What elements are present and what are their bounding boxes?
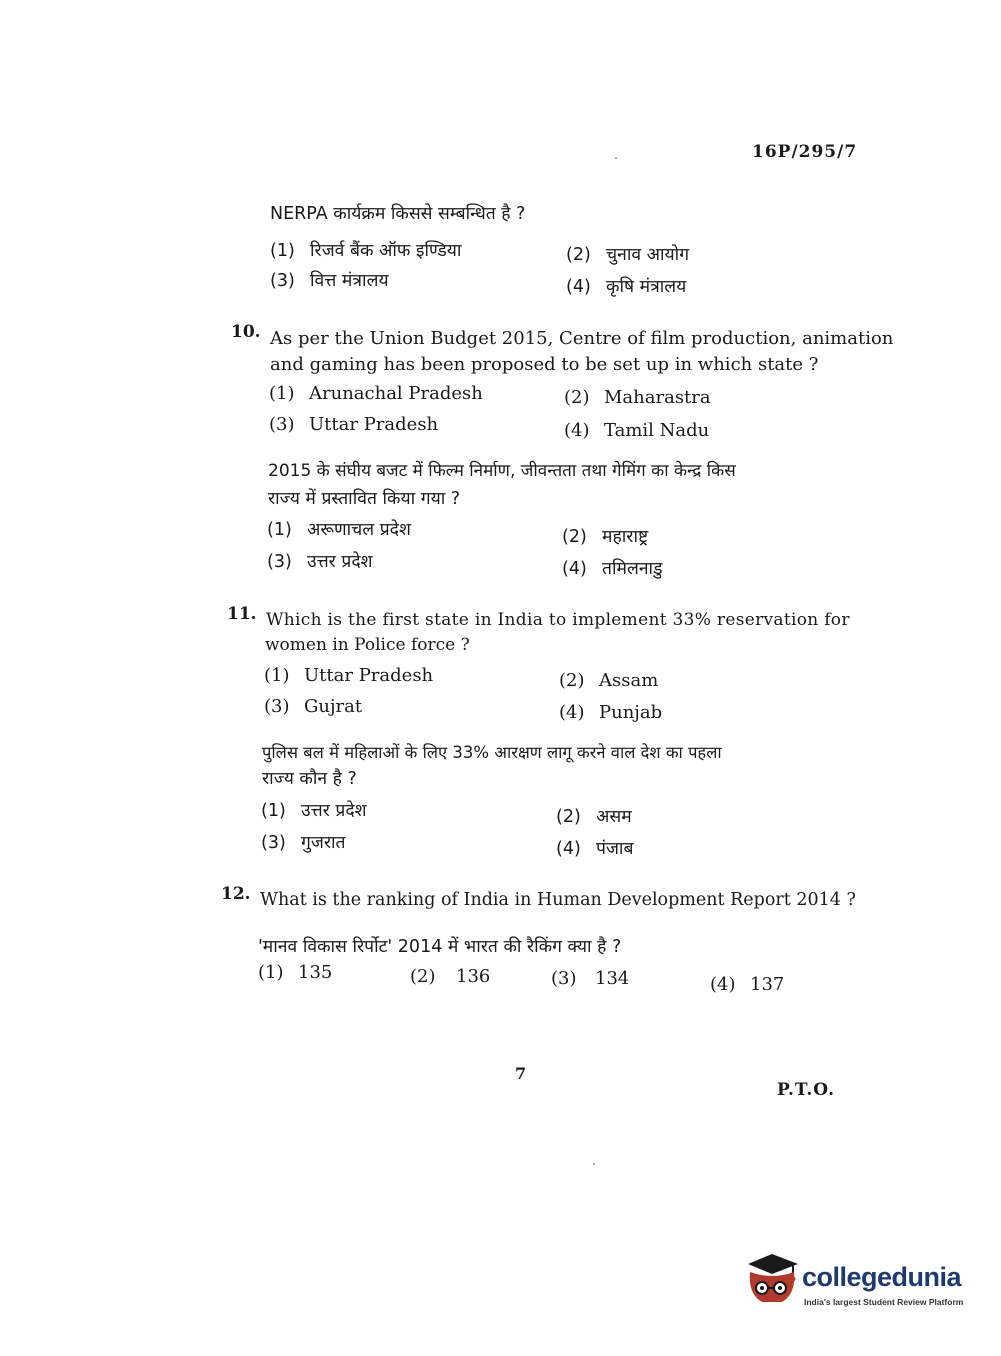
q11-text-line2: women in Police force ? xyxy=(265,635,470,655)
collegedunia-logo xyxy=(742,1250,972,1310)
q12-option-2: (2) 136 xyxy=(410,966,491,987)
q10-option-3: (3) Uttar Pradesh xyxy=(269,414,439,435)
q11-option-1-hi: (1) उत्तर प्रदेश xyxy=(261,801,367,821)
logo-tagline: India's largest Student Review Platform xyxy=(804,1297,964,1307)
q11-option-3: (3) Gujrat xyxy=(264,696,363,717)
q12-hindi-line1: 'मानव विकास रिर्पोट' 2014 में भारत की रैकिंग क्या है ? xyxy=(258,937,622,957)
q9-hindi-text: NERPA कार्यक्रम किससे सम्बन्धित है ? xyxy=(270,204,526,224)
q11-option-2: (2) Assam xyxy=(559,670,659,691)
scan-dot xyxy=(593,1163,595,1165)
q9-option-4-hi: (4) कृषि मंत्रालय xyxy=(566,277,687,297)
q11-hindi-line1: पुलिस बल में महिलाओं के लिए 33% आरक्षण लागू करने वाल देश का पहला xyxy=(262,743,722,762)
q9-option-3-hi: (3) वित्त मंत्रालय xyxy=(270,271,389,291)
q10-text-line2: and gaming has been proposed to be set up in which state ? xyxy=(270,354,819,375)
q9-option-2-hi: (2) चुनाव आयोग xyxy=(566,245,690,265)
q10-option-1: (1) Arunachal Pradesh xyxy=(269,383,483,404)
q12-number: 12. xyxy=(221,884,251,904)
q11-number: 11. xyxy=(227,604,257,624)
logo-wordmark: collegedunia xyxy=(802,1262,962,1292)
q12-option-1: (1) 135 xyxy=(258,962,333,983)
q11-option-4: (4) Punjab xyxy=(559,702,663,723)
q9-option-1-hi: (1) रिजर्व बैंक ऑफ इण्डिया xyxy=(270,241,462,261)
q11-text-line1: Which is the first state in India to implement 33% reservation for xyxy=(266,610,850,630)
q10-hindi-line1: 2015 के संघीय बजट में फिल्म निर्माण, जीवन्तता तथा गेमिंग का केन्द्र किस xyxy=(268,461,736,481)
page-number: 7 xyxy=(515,1064,527,1083)
q10-option-1-hi: (1) अरूणाचल प्रदेश xyxy=(267,520,411,540)
q11-option-2-hi: (2) असम xyxy=(556,807,632,827)
q11-option-4-hi: (4) पंजाब xyxy=(556,839,634,859)
q11-hindi-line2: राज्य कौन है ? xyxy=(262,769,357,789)
q10-option-4-hi: (4) तमिलनाडु xyxy=(562,559,663,579)
mascot-graduation-cap-icon xyxy=(742,1250,800,1310)
q10-option-4: (4) Tamil Nadu xyxy=(564,420,710,441)
q10-option-2-hi: (2) महाराष्ट्र xyxy=(562,527,649,547)
q11-option-3-hi: (3) गुजरात xyxy=(261,833,346,853)
scan-dot xyxy=(615,157,617,159)
q10-number: 10. xyxy=(231,322,261,342)
q10-option-3-hi: (3) उत्तर प्रदेश xyxy=(267,552,373,572)
q12-option-3: (3) 134 xyxy=(551,968,630,989)
q10-option-2: (2) Maharastra xyxy=(564,387,711,408)
q11-option-1: (1) Uttar Pradesh xyxy=(264,665,434,686)
q12-text-line1: What is the ranking of India in Human Development Report 2014 ? xyxy=(260,890,856,910)
q10-text-line1: As per the Union Budget 2015, Centre of film production, animation xyxy=(270,328,894,349)
pto-label: P.T.O. xyxy=(777,1080,835,1100)
q10-hindi-line2: राज्य में प्रस्तावित किया गया ? xyxy=(268,489,461,509)
paper-code: 16P/295/7 xyxy=(752,142,858,162)
q12-option-4: (4) 137 xyxy=(710,974,785,995)
